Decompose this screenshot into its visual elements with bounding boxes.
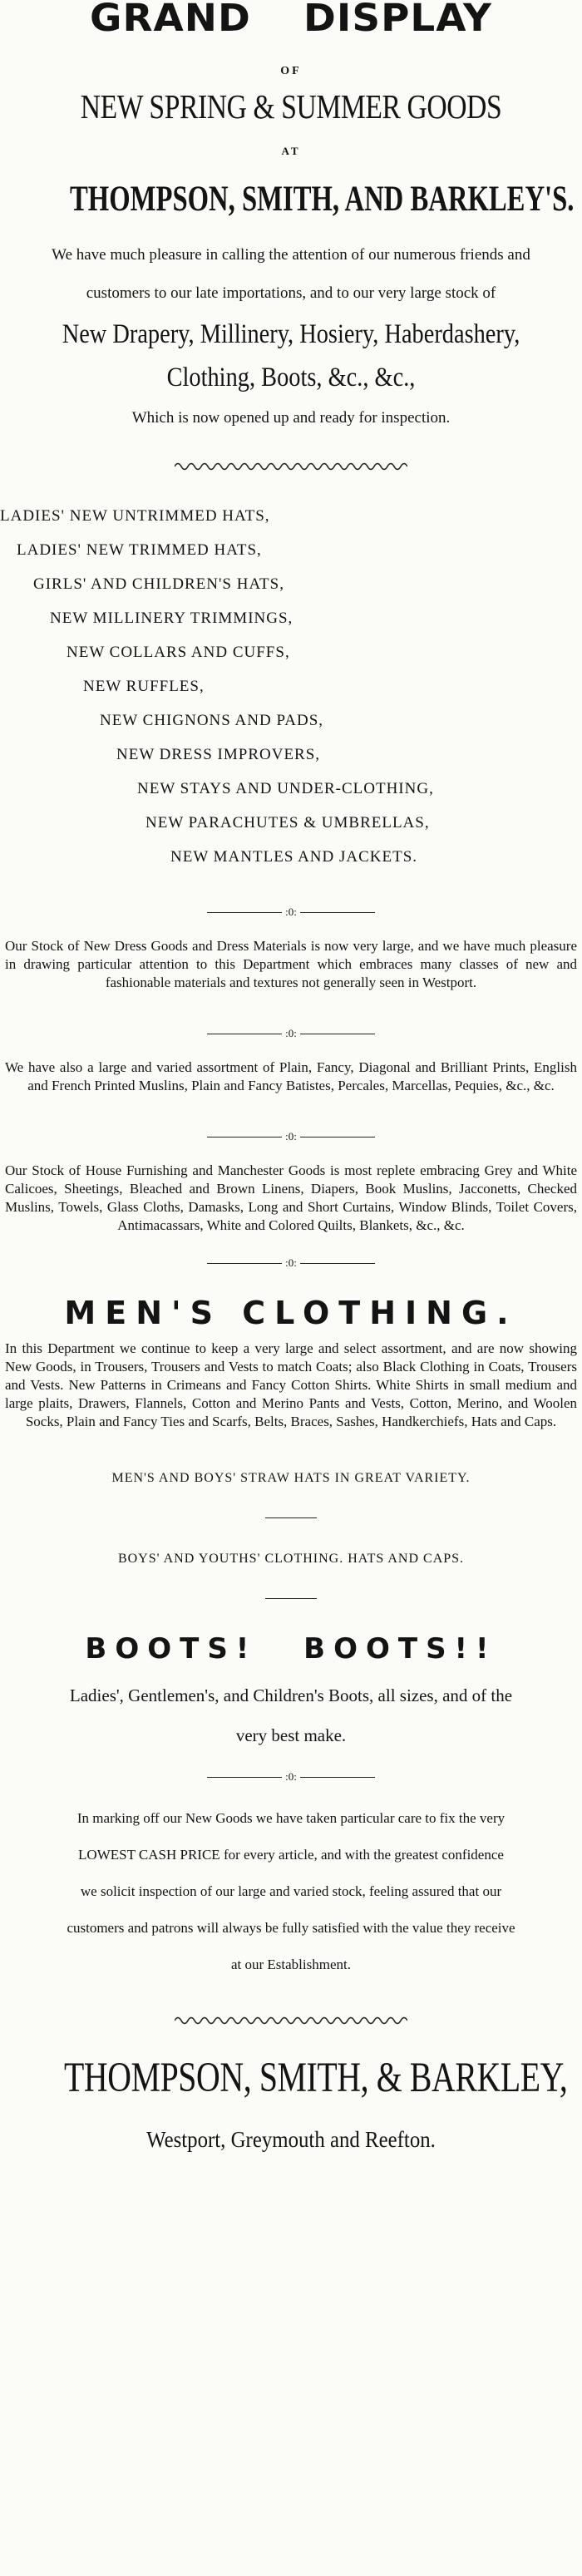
separator-mark: :0: bbox=[285, 1027, 297, 1039]
list-item: LADIES' NEW UNTRIMMED HATS, bbox=[0, 507, 270, 525]
boots-line: very best make. bbox=[235, 1725, 347, 1745]
subheadline: NEW SPRING & SUMMER GOODS bbox=[80, 87, 502, 126]
section-separator bbox=[0, 906, 582, 919]
prints-paragraph: We have also a large and varied assortment of Plain, Fancy, Diagonal and Brilliant Prints, English and French Printed Muslins, Plain and Fancy Batistes, Percales, Marcellas, Pequies, &c., &c. bbox=[5, 1059, 577, 1093]
list-item: NEW CHIGNONS AND PADS, bbox=[100, 712, 324, 729]
house-furnishing-paragraph: Our Stock of House Furnishing and Manchester Goods is most replete embracing Grey and White Calicoes, Sheetings, Bleached and Brown Linens, Diapers, Book Muslins, Jacconetts, Checked Muslins, Towels, Glass Cloths, Damasks, Long and Short Curtains, Window Blinds, Toilet Covers, Antimacassars, White and Colored Quilts, Blankets, &c., &c. bbox=[5, 1162, 577, 1233]
separator-mark: :0: bbox=[285, 1256, 297, 1269]
separator-mark: :0: bbox=[285, 906, 297, 918]
intro-line: We have much pleasure in calling the attention of our numerous friends and bbox=[52, 246, 530, 264]
intro-line: customers to our late importations, and to our very large stock of bbox=[86, 284, 496, 302]
closing-paragraph bbox=[0, 1800, 582, 1983]
section-separator bbox=[0, 1256, 582, 1270]
intro-line: Which is now opened up and ready for inspection. bbox=[131, 409, 451, 427]
separator-mark: :0: bbox=[285, 1130, 297, 1142]
closing-line: at our Establishment. bbox=[230, 1957, 351, 1972]
section-separator bbox=[0, 1130, 582, 1143]
list-item: NEW MILLINERY TRIMMINGS, bbox=[50, 609, 293, 627]
of-label: OF bbox=[280, 65, 302, 77]
closing-line: we solicit inspection of our large and varied stock, feeling assured that our bbox=[80, 1883, 502, 1899]
store-name: THOMPSON, SMITH, AND BARKLEY'S. bbox=[70, 180, 575, 219]
section-separator bbox=[0, 1770, 582, 1784]
wavy-rule-ornament bbox=[175, 2015, 407, 2026]
intro-goods-line: New Drapery, Millinery, Hosiery, Haberdashery, bbox=[62, 319, 520, 349]
wavy-rule-ornament bbox=[175, 461, 407, 472]
item-list bbox=[0, 499, 582, 874]
intro bbox=[0, 236, 582, 437]
footer-company-name: THOMPSON, SMITH, & BARKLEY, bbox=[64, 2055, 568, 2101]
list-item: NEW COLLARS AND CUFFS, bbox=[67, 644, 290, 661]
closing-line: In marking off our New Goods we have taken particular care to fix the very bbox=[76, 1810, 506, 1826]
headline: GRAND DISPLAY bbox=[90, 0, 492, 40]
list-item: LADIES' NEW TRIMMED HATS, bbox=[17, 541, 262, 559]
closing-line: LOWEST CASH PRICE for every article, and with the greatest confidence bbox=[78, 1847, 504, 1863]
list-item: NEW DRESS IMPROVERS, bbox=[116, 746, 321, 763]
list-item: NEW STAYS AND UNDER-CLOTHING, bbox=[137, 780, 434, 797]
list-item: NEW MANTLES AND JACKETS. bbox=[170, 848, 418, 866]
mens-clothing-heading: MEN'S CLOTHING. bbox=[64, 1295, 518, 1331]
youths-clothing-line: BOYS' AND YOUTHS' CLOTHING. HATS AND CAPS. bbox=[117, 1552, 465, 1566]
footer-locations: Westport, Greymouth and Reefton. bbox=[146, 2127, 436, 2152]
separator-mark: :0: bbox=[285, 1770, 297, 1783]
intro-goods-line: Clothing, Boots, &c., &c., bbox=[166, 363, 416, 392]
list-item: NEW RUFFLES, bbox=[83, 678, 205, 695]
at-label: AT bbox=[281, 145, 301, 157]
list-item: NEW PARACHUTES & UMBRELLAS, bbox=[146, 814, 430, 832]
boots-heading: BOOTS! BOOTS!! bbox=[85, 1632, 497, 1666]
closing-line: customers and patrons will always be fully satisfied with the value they receive bbox=[67, 1920, 515, 1936]
list-item: GIRLS' AND CHILDREN'S HATS, bbox=[33, 575, 284, 593]
straw-hats-line: MEN'S AND BOYS' STRAW HATS IN GREAT VARIETY. bbox=[111, 1471, 471, 1485]
short-rule bbox=[265, 1598, 317, 1599]
short-rule bbox=[265, 1517, 317, 1518]
mens-clothing-paragraph: In this Department we continue to keep a very large and select assortment, and are now showing New Goods, in Trousers, Trousers and Vests to match Coats; also Black Clothing in Coats, Trousers and Vests. New Patterns in Crimeans and Fancy Cotton Shirts. White Shirts in small medium and large plaits, Drawers, Flannels, Cotton and Merino Pants and Vests, Cotton, Merino, and Woolen Socks, Plain and Fancy Ties and Scarfs, Belts, Braces, Sashes, Handkerchiefs, Hats and Caps. bbox=[5, 1340, 577, 1429]
dress-goods-paragraph: Our Stock of New Dress Goods and Dress Materials is now very large, and we have much pleasure in drawing particular attention to this Department which embraces many classes of new and fashionable materials and textures not generally seen in Westport. bbox=[5, 938, 577, 990]
boots-line: Ladies', Gentlemen's, and Children's Boots, all sizes, and of the bbox=[69, 1685, 513, 1705]
section-separator bbox=[0, 1027, 582, 1040]
